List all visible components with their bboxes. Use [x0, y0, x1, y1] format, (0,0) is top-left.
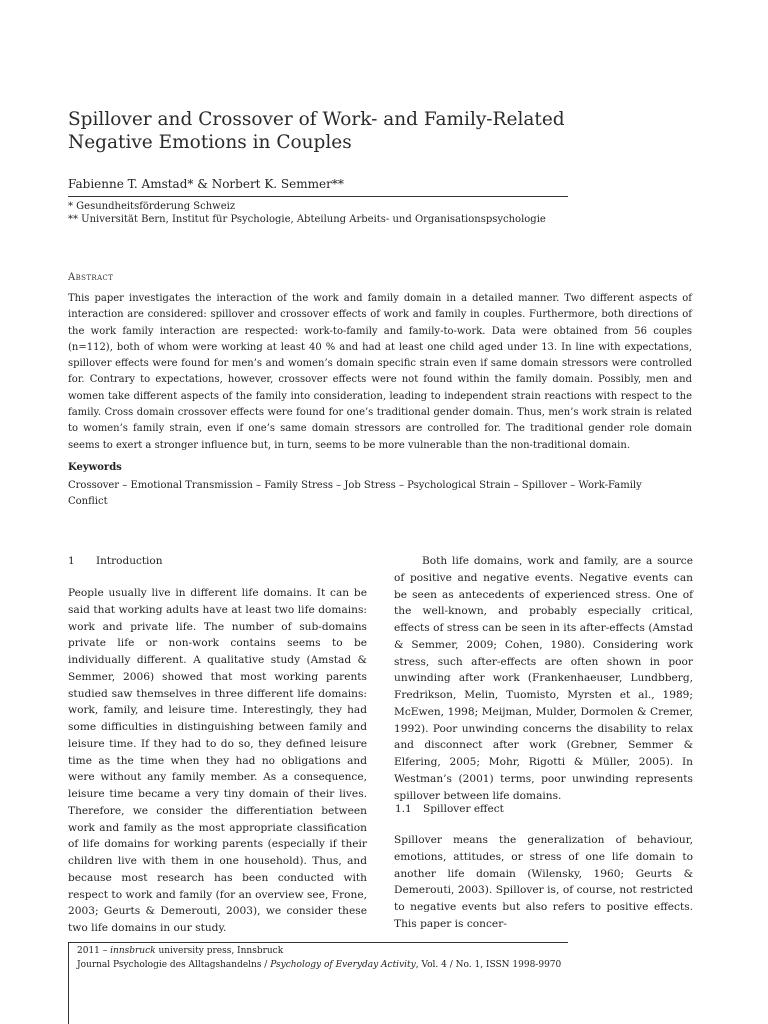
title-line-2: Negative Emotions in Couples [68, 132, 352, 153]
footer-journal-issue: , Vol. 4 / No. 1, ISSN 1998-9970 [415, 960, 562, 970]
spillover-paragraph: Spillover means the generalization of behaviour, emotions, attitudes, or stress of one life domain to another life domain (Wilensky, 1960; Geurts & Demerouti, 2003). Spillover is, of course, not restricted to negative events but also refers to positive effects. This paper is concer- [394, 834, 693, 930]
paper-title [68, 108, 668, 154]
keywords-heading: Keywords [68, 462, 122, 473]
author-divider [68, 196, 568, 197]
footer-vertical-rule [68, 942, 69, 1024]
footer-journal-name: Journal Psychologie des Alltagshandelns / [77, 960, 271, 970]
abstract-text: This paper investigates the interaction of the work and family domain in a detailed manner. Two different aspects of interaction are considered: spillover and crossover effects of work and family in couples. Furthermore, both directions of the work family interaction are respected: work-to-family and family-to-work. Data were obtained from 56 couples (n=112), both of whom were working at least 40 % and had at least one child aged under 13. In line with expectations, spillover effects were found for men’s and women’s domain specific strain even if same domain stressors were controlled for. Contrary to expectations, however, crossover effects were not found within the family domain. Possibly, men and women take different aspects of the family into consideration, leading to independent strain reactions with respect to the family. Cross domain crossover effects were found for one’s traditional gender domain. Thus, men’s work strain is related to women’s family strain, even if one’s same domain stressors are controlled for. The traditional gender role domain seems to exert a stronger influence but, in turn, seems to be more vulnerable than the non-traditional domain. [68, 293, 692, 451]
footer-journal-italic: Psychology of Everyday Activity [270, 960, 416, 970]
subsection-number: 1.1 [395, 803, 412, 815]
abstract-heading: Abstract [68, 272, 114, 283]
footer-publisher-rest: university press, Innsbruck [155, 946, 284, 956]
section-title: Introduction [96, 555, 163, 567]
subsection-title: Spillover effect [423, 803, 504, 815]
right-column-paragraph: Both life domains, work and family, are a source of positive and negative events. Negative events can be seen as antecedents of experienced stress. One of the well-known, and probably especially critical, effects of stress can be seen in its after-effects (Amstad & Semmer, 2009; Cohen, 1980). Considering work stress, such after-effects are often shown in poor unwinding after work (Frankenhaeuser, Lundbberg, Fredrikson, Melin, Tuomisto, Myrsten et al., 1989; McEwen, 1998; Meijman, Mulder, Dormolen & Cremer, 1992). Poor unwinding concerns the disability to relax and disconnect after work (Grebner, Semmer & Elfering, 2005; Mohr, Rigotti & Müller, 2005). In Westman’s (2001) terms, poor unwinding represents spillover between life domains. [394, 555, 693, 802]
footer-publisher [77, 946, 283, 956]
section-heading-spillover [395, 803, 504, 815]
footer-divider [68, 942, 568, 943]
section-number: 1 [68, 555, 75, 567]
introduction-paragraph: People usually live in different life domains. It can be said that working adults have at least two life domains: work and private life. The number of sub-domains private life or non-work contains seems to be individually different. A qualitative study (Amstad & Semmer, 2006) showed that most working parents studied saw themselves in three different life domains: work, family, and leisure time. Interestingly, they had some difficulties in distinguishing between family and leisure time. If they had to do so, they defined leisure time as the time when they had no obligations and were without any family member. As a consequence, leisure time became a very tiny domain of their lives. Therefore, we consider the differentiation between work and family as the most appropriate classification of life domains for working parents (especially if their children live with them in one household). Thus, and because most research has been conducted with respect to work and family (for an overview see, Frone, 2003; Geurts & Demerouti, 2003), we consider these two life domains in our study. [68, 587, 367, 934]
footer-publisher-italic: innsbruck [110, 946, 156, 956]
section-heading-introduction [68, 555, 163, 567]
authors: Fabienne T. Amstad* & Norbert K. Semmer** [68, 177, 344, 191]
affiliation-1: * Gesundheitsförderung Schweiz [68, 201, 236, 212]
keywords-text: Crossover – Emotional Transmission – Family Stress – Job Stress – Psychological Strain – Spillover – Work-Family Conflict [68, 480, 642, 508]
footer-year: 2011 – [77, 946, 111, 956]
affiliation-2: ** Universität Bern, Institut für Psychologie, Abteilung Arbeits- und Organisationspsychologie [68, 214, 546, 225]
footer-journal [77, 960, 561, 970]
title-line-1: Spillover and Crossover of Work- and Family-Related [68, 109, 565, 130]
